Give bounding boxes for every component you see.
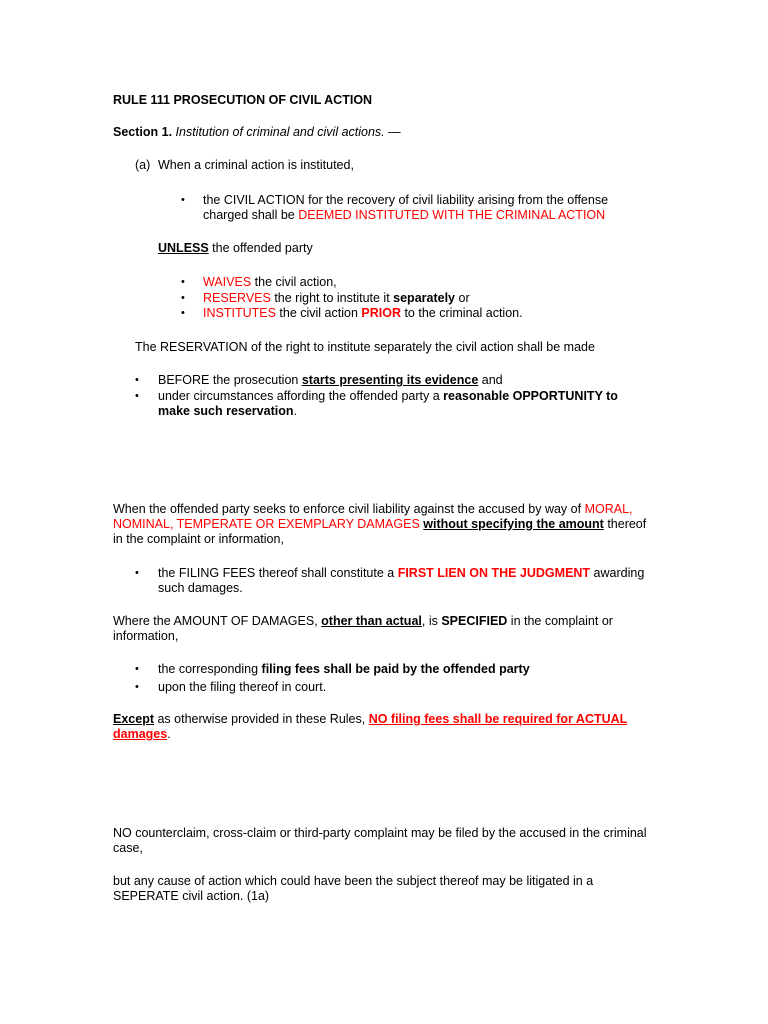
except-line-1: Except as otherwise provided in these Rules, NO filing fees shall be required for ACTUAL [113,712,628,726]
except-line-2: damages. [113,727,171,741]
where-paragraph-line-1: Where the AMOUNT OF DAMAGES, other than actual, is SPECIFIED in the complaint or [113,614,613,628]
under-item-line-1: under circumstances affording the offended party a reasonable OPPORTUNITY to [158,389,618,403]
bullet-icon: • [135,663,139,675]
item-a-label: (a) [135,158,151,172]
civil-action-line-1: the CIVIL ACTION for the recovery of civil liability arising from the offense [203,193,609,207]
bullet-icon: • [181,276,185,288]
reservation-paragraph: The RESERVATION of the right to institute separately the civil action shall be made [135,340,595,354]
unless-line: UNLESS the offended party [158,241,313,255]
where-paragraph-line-2: information, [113,629,179,643]
institutes-item: INSTITUTES the civil action PRIOR to the criminal action. [203,306,523,320]
reserves-item: RESERVES the right to institute it separately or [203,291,470,305]
bullet-icon: • [135,390,139,402]
moral-paragraph-line-3: in the complaint or information, [113,532,284,546]
bullet-icon: • [181,292,185,304]
bullet-icon: • [181,194,185,206]
upon-filing-item: upon the filing thereof in court. [158,680,327,694]
filing-fees-line-2: such damages. [158,581,243,595]
before-item: BEFORE the prosecution starts presenting its evidence and [158,373,503,387]
bullet-icon: • [181,307,185,319]
section-number: Section 1. [113,125,173,139]
no-counterclaim-line-2: case, [113,841,143,855]
separate-action-line-1: but any cause of action which could have been the subject thereof may be litigated in a [113,874,594,888]
moral-paragraph-line-1: When the offended party seeks to enforce civil liability against the accused by way of MORAL, [113,502,633,516]
separate-action-line-2: SEPERATE civil action. (1a) [113,889,270,903]
waives-item: WAIVES the civil action, [203,275,337,289]
civil-action-line-2: charged shall be DEEMED INSTITUTED WITH THE CRIMINAL ACTION [203,208,606,222]
no-counterclaim-line-1: NO counterclaim, cross-claim or third-party complaint may be filed by the accused in the criminal [113,826,647,840]
unless-keyword: UNLESS [158,241,209,255]
filing-fees-line-1: the FILING FEES thereof shall constitute a FIRST LIEN ON THE JUDGMENT awarding [158,566,645,580]
corresponding-fees-item: the corresponding filing fees shall be paid by the offended party [158,662,530,676]
bullet-icon: • [135,374,139,386]
bullet-icon: • [135,567,139,579]
under-item-line-2: make such reservation. [158,404,297,418]
bullet-icon: • [135,681,139,693]
section-heading [113,125,401,140]
deemed-instituted-text: DEEMED INSTITUTED WITH THE CRIMINAL ACTION [298,208,606,222]
section-title: Institution of criminal and civil actions. — [175,125,401,139]
rule-title: RULE 111 PROSECUTION OF CIVIL ACTION [113,93,373,107]
item-a-text: When a criminal action is instituted, [158,158,354,172]
moral-paragraph-line-2: NOMINAL, TEMPERATE OR EXEMPLARY DAMAGES without specifying the amount thereof [113,517,647,531]
